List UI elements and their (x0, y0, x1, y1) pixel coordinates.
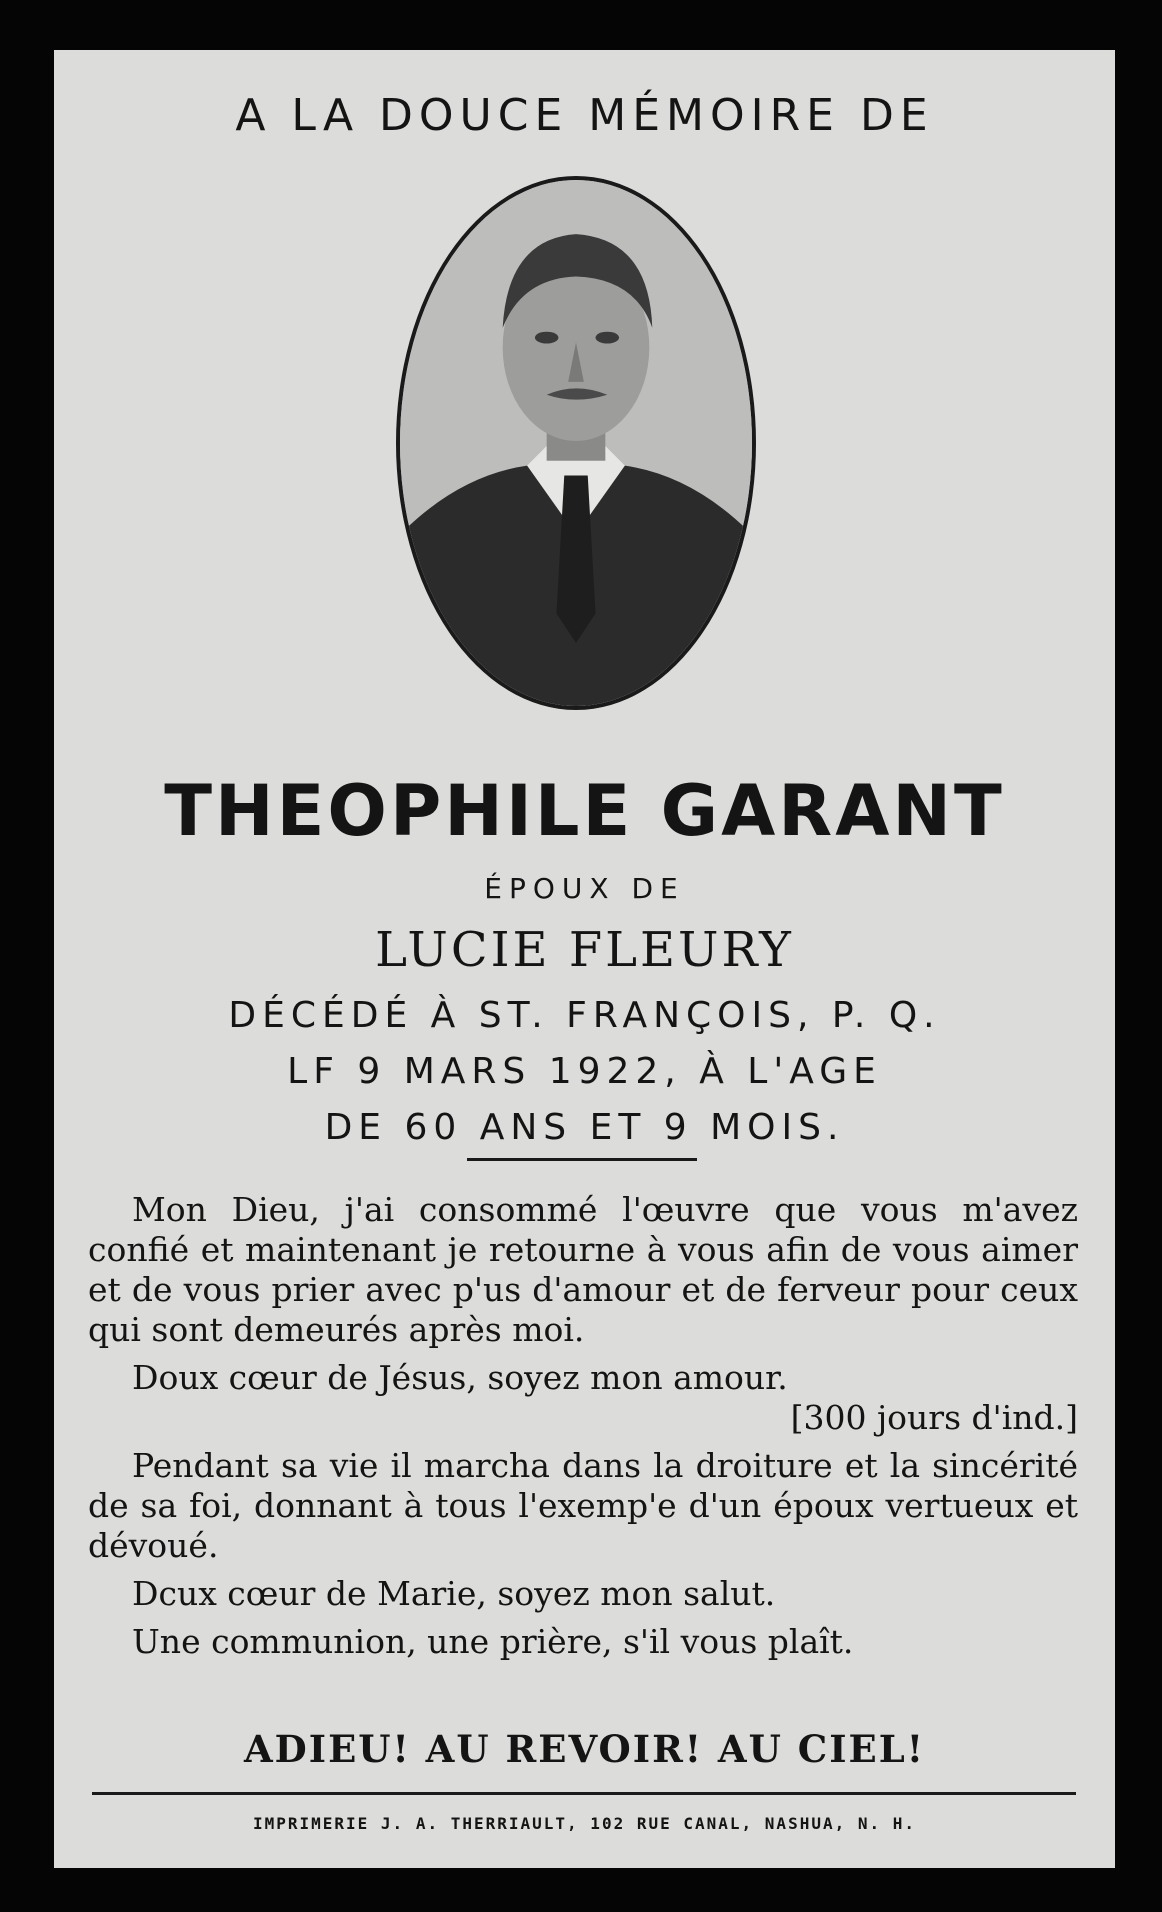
prayer-paragraph: Dcux cœur de Marie, soyez mon salut. (132, 1574, 776, 1613)
death-line: DE 60 ANS ET 9 MOIS. (324, 1107, 845, 1148)
prayer-text (88, 1190, 1078, 1662)
deceased-name: THEOPHILE GARANT (164, 770, 1005, 852)
portrait-photo (396, 176, 756, 710)
portrait-icon (400, 180, 752, 706)
divider (467, 1158, 697, 1161)
farewell-line: ADIEU! AU REVOIR! AU CIEL! (243, 1727, 926, 1771)
indulgence-note: [300 jours d'ind.] (790, 1398, 1078, 1437)
printer-credit: IMPRIMERIE J. A. THERRIAULT, 102 RUE CANAL, NASHUA, N. H. (252, 1814, 917, 1833)
death-line: DÉCÉDÉ À ST. FRANÇOIS, P. Q. (228, 995, 941, 1036)
spouse-label: ÉPOUX DE (484, 872, 685, 905)
memorial-heading: A LA DOUCE MÉMOIRE DE (235, 90, 934, 141)
divider (92, 1792, 1076, 1795)
prayer-paragraph: Pendant sa vie il marcha dans la droiture et la sincérité de sa foi, donnant à tous l'exemp'e d'un époux vertueux et dévoué. (88, 1446, 1078, 1565)
death-notice (54, 988, 1115, 1156)
memorial-card (54, 50, 1115, 1868)
death-line: LF 9 MARS 1922, À L'AGE (287, 1051, 882, 1092)
prayer-paragraph: Doux cœur de Jésus, soyez mon amour. (132, 1358, 788, 1397)
prayer-paragraph: Mon Dieu, j'ai consommé l'œuvre que vous m'avez confié et maintenant je retourne à vous afin de vous aimer et de vous prier avec p'us d'amour et de ferveur pour ceux qui sont demeurés après moi. (88, 1190, 1078, 1349)
prayer-paragraph: Une communion, une prière, s'il vous plaît. (132, 1622, 854, 1661)
spouse-name: LUCIE FLEURY (375, 922, 794, 978)
